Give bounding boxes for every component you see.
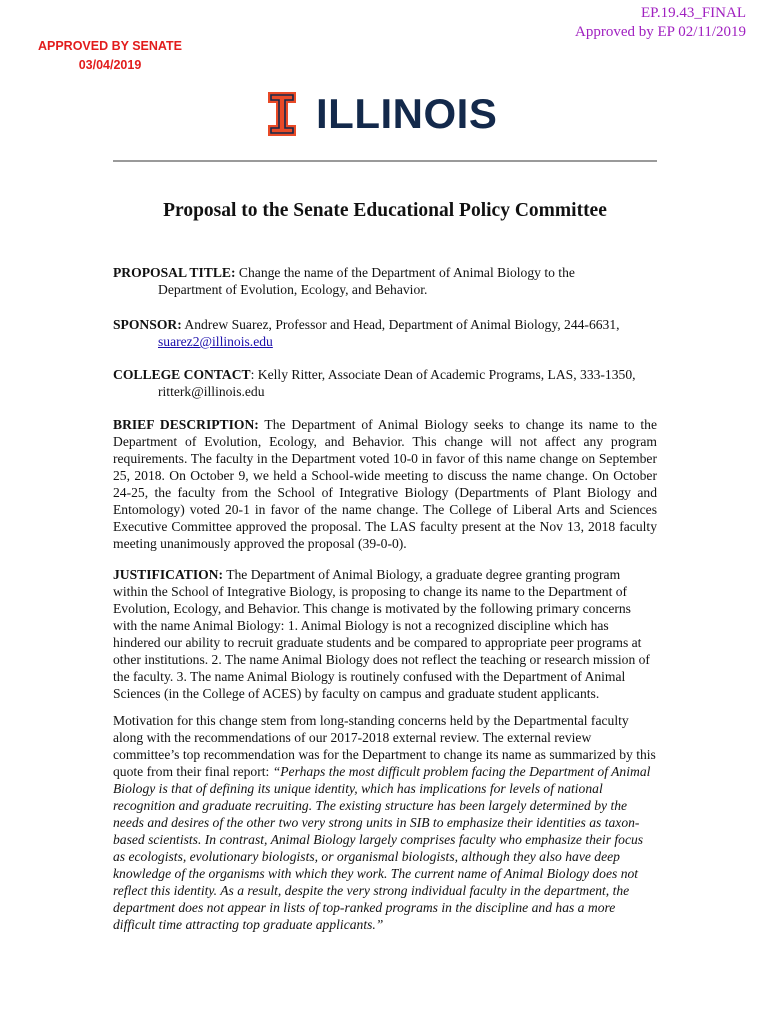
- proposal-title-text-continued: Department of Evolution, Ecology, and Behavior.: [158, 282, 428, 297]
- header-divider: [113, 160, 657, 162]
- college-contact-section: [113, 366, 657, 400]
- illinois-logo: [268, 92, 497, 136]
- college-contact-label: COLLEGE CONTACT: [113, 367, 251, 382]
- motivation-section: [113, 712, 657, 933]
- proposal-title-section: [113, 264, 657, 298]
- senate-approval-stamp: [30, 37, 190, 75]
- illinois-wordmark: ILLINOIS: [316, 90, 498, 137]
- justification-label: JUSTIFICATION:: [113, 567, 224, 582]
- brief-description-text: The Department of Animal Biology seeks to change its name to the Department of Evolution, Ecology, and Behavior. This change will not affect any program requirements. The faculty in the Department voted 10-0 in favor of this name change on September 25, 2018. On October 9, we held a School-wide meeting to discuss the name change. On October 24-25, the faculty from the School of Integrative Biology (Departments of Plant Biology and Entomology) voted 20-1 in favor of the name change. The College of Liberal Arts and Sciences Executive Committee approved the proposal. The LAS faculty present at the Nov 13, 2018 faculty meeting unanimously approved the proposal (39-0-0).: [113, 417, 658, 551]
- college-contact-text: : Kelly Ritter, Associate Dean of Academic Programs, LAS, 333-1350,: [250, 367, 636, 382]
- sponsor-label: SPONSOR:: [113, 317, 182, 332]
- motivation-text: Motivation for this change stem from long-standing concerns held by the Departmental faculty along with the recommendations of our 2017-2018 external review. The external review committee’s top recommendation was for the Department to change its name as summarized by this quote from their final report:: [113, 713, 656, 779]
- ep-document-id: EP.19.43_FINAL: [640, 5, 746, 21]
- sponsor-text: Andrew Suarez, Professor and Head, Department of Animal Biology, 244-6631,: [184, 317, 620, 332]
- block-i-icon: [268, 92, 296, 136]
- ep-approval-date: Approved by EP 02/11/2019: [575, 24, 746, 40]
- justification-section: [113, 566, 657, 702]
- justification-text: The Department of Animal Biology, a graduate degree granting program within the School of Integrative Biology, is proposing to change its name to the Department of Evolution, Ecology, and Behavior. This change is motivated by the following primary concerns with the name Animal Biology: 1. Animal Biology is not a recognized discipline which has hindered our ability to recruit graduate students and be compared to appropriate peer programs at other institutions. 2. The name Animal Biology does not reflect the teaching or research mission of the faculty. 3. The name Animal Biology is routinely confused with the Department of Animal Sciences (in the College of ACES) by faculty on campus and graduate student applicants.: [113, 567, 650, 701]
- sponsor-section: [113, 316, 657, 350]
- proposal-title-text: Change the name of the Department of Animal Biology to the: [238, 265, 575, 280]
- brief-description-section: [113, 416, 657, 552]
- proposal-title-label: PROPOSAL TITLE:: [113, 265, 236, 280]
- senate-approval-label: APPROVED BY SENATE: [37, 39, 182, 53]
- sponsor-email-link[interactable]: suarez2@illinois.edu: [158, 334, 273, 349]
- college-contact-email: ritterk@illinois.edu: [158, 384, 265, 399]
- document-title: Proposal to the Senate Educational Policy Committee: [163, 200, 607, 221]
- brief-description-label: BRIEF DESCRIPTION:: [113, 417, 259, 432]
- ep-approval-stamp: [575, 4, 746, 42]
- senate-approval-date: 03/04/2019: [78, 58, 142, 72]
- external-review-quote: “Perhaps the most difficult problem facing the Department of Animal Biology is that of defining its unique identity, which has implications for levels of national recognition and graduate recruiting. The existing structure has been largely determined by the needs and desires of the other two very strong units in SIB to emphasize their identities as taxon-based scientists. In contrast, Animal Biology largely comprises faculty who emphasize their focus as ecologists, evolutionary biologists, or organismal biologists, although they also have deep knowledge of the organisms with which they work. The current name of Animal Biology does not reflect this identity. As a result, despite the very strong individual faculty in the department, the department does not appear in lists of top-ranked programs in the discipline and has a more difficult time attracting top graduate applicants.”: [113, 764, 651, 932]
